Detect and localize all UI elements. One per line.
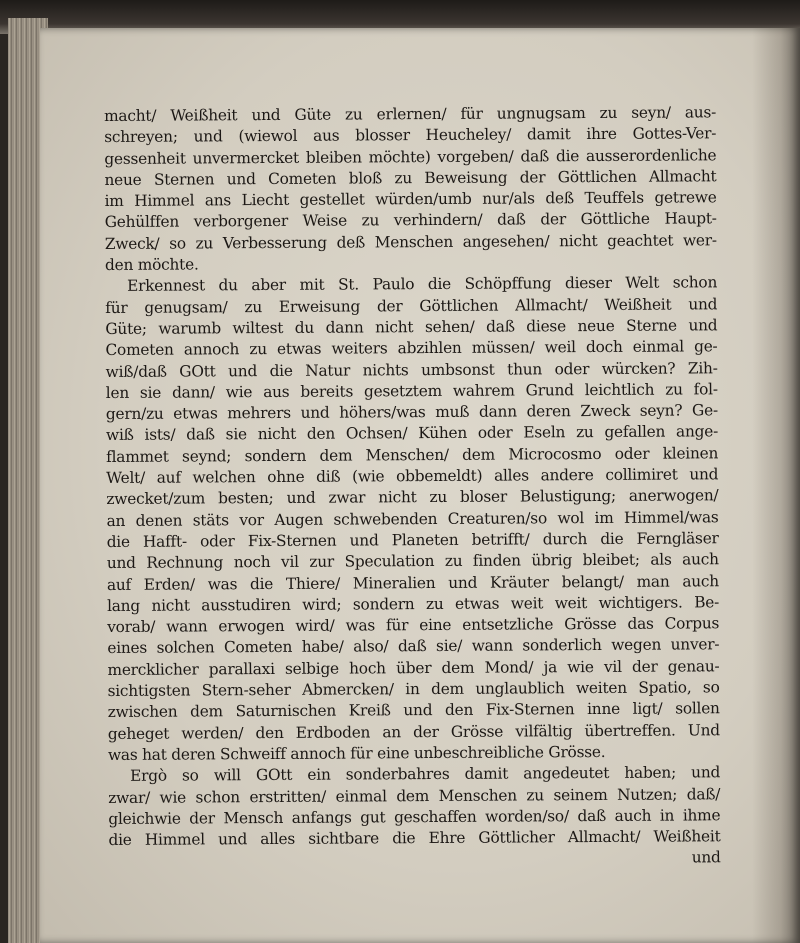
text-line: sichtigsten Stern-seher Abmercken/ in dem unglaublich weiten Spatio, so <box>107 678 720 701</box>
text-line: Zweck/ so zu Verbesserung deß Menschen angesehen/ nicht geachtet wer- <box>104 231 717 253</box>
text-line: an denen stäts vor Augen schwebenden Creaturen/so wol im Himmel/was <box>106 507 719 530</box>
text-line: gessenheit unvermercket bleiben möchte) vorgeben/ daß die ausserordenliche <box>104 145 717 168</box>
text-line: neue Sternen und Cometen bloß zu Beweisung der Göttlichen Allmacht <box>104 167 717 189</box>
text-line: die Hafft- oder Fix-Sternen und Planeten betrifft/ durch die Ferngläser <box>106 529 719 551</box>
text-line: im Himmel ans Liecht gestellet würden/umb nur/als deß Teuffels getrewe <box>104 188 717 211</box>
text-line: zwecket/zum besten; und zwar nicht zu bloser Belustigung; anerwogen/ <box>106 486 719 509</box>
text-line: macht/ Weißheit und Güte zu erlernen/ für ungnugsam zu seyn/ aus- <box>104 103 717 125</box>
text-line: Welt/ auf welchen ohne diß (wie obbemeldt) alles andere collimiret und <box>106 465 719 488</box>
text-line: und Rechnung noch vil zur Speculation zu finden übrig bleibet; als auch <box>106 550 719 573</box>
text-line: gern/zu etwas mehrers und höhers/was muß dann deren Zweck seyn? Ge- <box>105 401 718 424</box>
paragraph-end-line: den möchte. <box>104 255 199 275</box>
text-line: schreyen; und (wiewol aus blosser Heucheley/ damit ihre Gottes-Ver- <box>104 124 717 147</box>
text-line: wiß ists/ daß sie nicht den Ochsen/ Kühen oder Eseln zu gefallen ange- <box>105 422 719 445</box>
text-line: vorab/ wann erwogen wird/ was für eine entsetzliche Grösse das Corpus <box>107 614 720 637</box>
body-text <box>104 102 721 872</box>
paragraph-start-line: Ergò so will GOtt ein sonderbahres damit angedeutet haben; und <box>130 763 721 786</box>
catchword: und <box>691 848 721 867</box>
text-line: gleichwie der Mensch anfangs gut geschaffen worden/so/ daß auch in ihme <box>108 806 721 828</box>
text-line: Cometen annoch zu etwas weiters abzihlen müssen/ weil doch einmal ge- <box>105 337 718 360</box>
text-line: lang nicht ausstudiren wird; sondern zu etwas weit weit wichtigers. Be- <box>106 593 720 615</box>
text-line: mercklicher parallaxi selbige hoch über dem Mond/ ja wie vil der genau- <box>107 656 720 679</box>
text-line: wiß/daß GOtt und die Natur nichts umbsonst thun oder würcken? Zih- <box>105 358 718 381</box>
page-gutter-shadow <box>752 28 800 943</box>
text-line: zwar/ wie schon erstritten/ einmal dem Menschen zu seinem Nutzen; daß/ <box>108 784 721 807</box>
paragraph-start-line: Erkennest du aber mit St. Paulo die Schöpffung dieser Welt schon <box>127 273 718 296</box>
text-line: flammet seynd; sondern dem Menschen/ dem Microcosmo oder kleinen <box>106 444 719 466</box>
text-line: Gehülffen verborgener Weise zu verhindern/ daß der Göttliche Haupt- <box>104 209 717 232</box>
text-line: die Himmel und alles sichtbare die Ehre Göttlicher Allmacht/ Weißheit <box>108 827 721 850</box>
paragraph-end-line: was hat deren Schweiff annoch für eine unbeschreibliche Grösse. <box>107 742 606 764</box>
text-line: für genugsam/ zu Erweisung der Göttlichen Allmacht/ Weißheit und <box>105 294 718 317</box>
text-line: eines solchen Cometen habe/ also/ daß sie/ wann sonderlich wegen unver- <box>107 635 720 658</box>
text-line: len sie dann/ wie aus bereits gesetztem wahrem Grund leichtlich zu fol- <box>105 380 718 402</box>
text-line: zwischen dem Saturnischen Kreiß und den Fix-Sternen inne ligt/ sollen <box>107 699 720 722</box>
text-line: Güte; warumb wiltest du dann nicht sehen/ daß diese neue Sterne und <box>105 316 718 338</box>
text-line: auf Erden/ was die Thiere/ Mineralien und Kräuter belangt/ man auch <box>106 571 719 594</box>
text-line: geheget werden/ den Erdboden an der Grösse vilfältig übertreffen. Und <box>107 720 720 743</box>
